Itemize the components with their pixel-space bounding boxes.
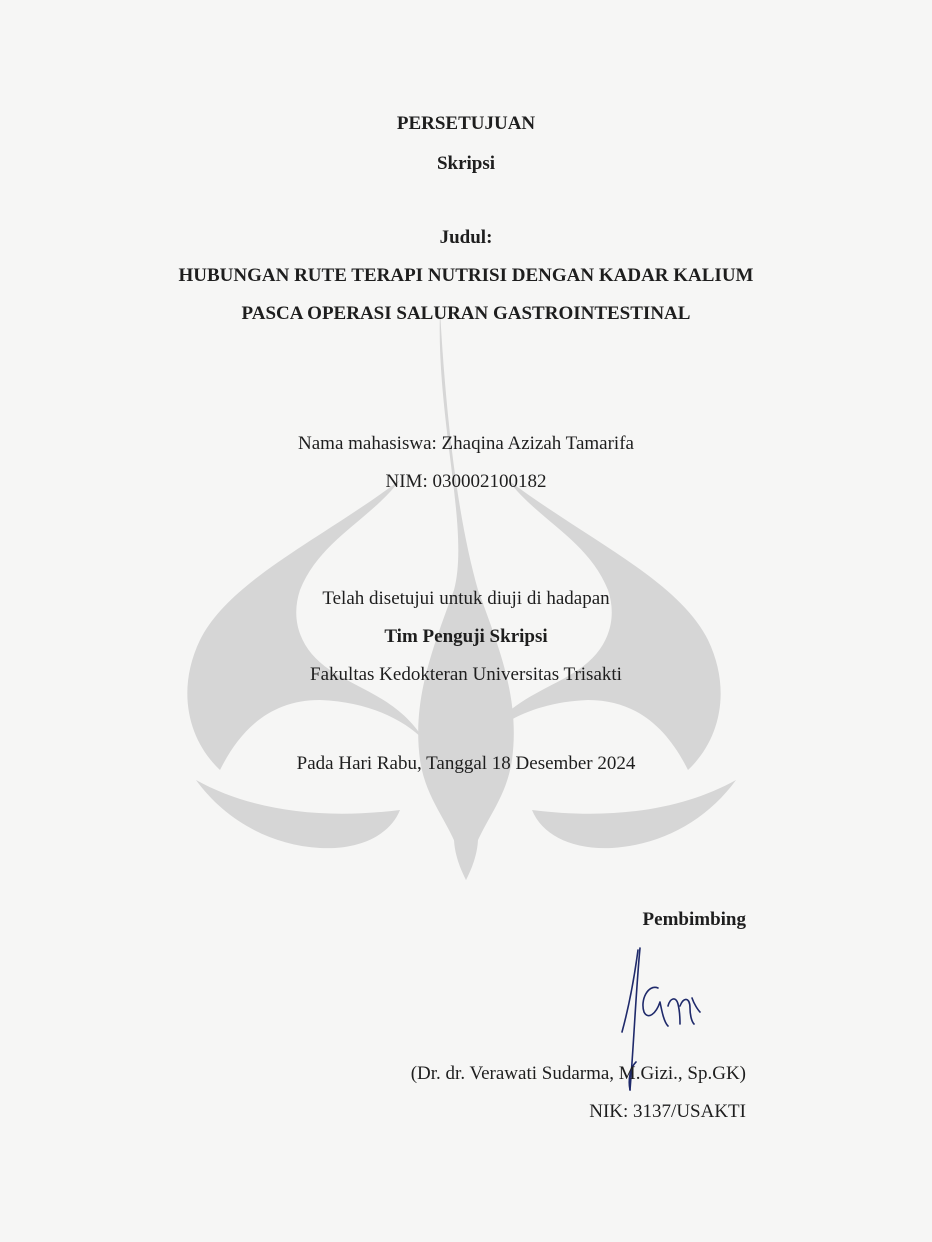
thesis-title-line-2: PASCA OPERASI SALURAN GASTROINTESTINAL bbox=[241, 303, 691, 324]
supervisor-role: Pembimbing bbox=[642, 909, 746, 930]
student-nim: NIM: 030002100182 bbox=[385, 471, 547, 492]
judul-label: Judul: bbox=[439, 227, 493, 248]
supervisor-name: (Dr. dr. Verawati Sudarma, M.Gizi., Sp.GK) bbox=[410, 1063, 746, 1084]
examination-committee: Tim Penguji Skripsi bbox=[384, 626, 548, 647]
thesis-title-line-1: HUBUNGAN RUTE TERAPI NUTRISI DENGAN KADAR KALIUM bbox=[178, 265, 754, 286]
student-name: Nama mahasiswa: Zhaqina Azizah Tamarifa bbox=[298, 433, 634, 454]
supervisor-nik: NIK: 3137/USAKTI bbox=[589, 1101, 746, 1122]
examination-date: Pada Hari Rabu, Tanggal 18 Desember 2024 bbox=[296, 753, 636, 774]
approval-statement: Telah disetujui untuk diuji di hadapan bbox=[322, 588, 610, 609]
page-title: PERSETUJUAN bbox=[396, 113, 536, 134]
page-subtitle: Skripsi bbox=[436, 153, 496, 174]
faculty-name: Fakultas Kedokteran Universitas Trisakti bbox=[310, 664, 622, 685]
